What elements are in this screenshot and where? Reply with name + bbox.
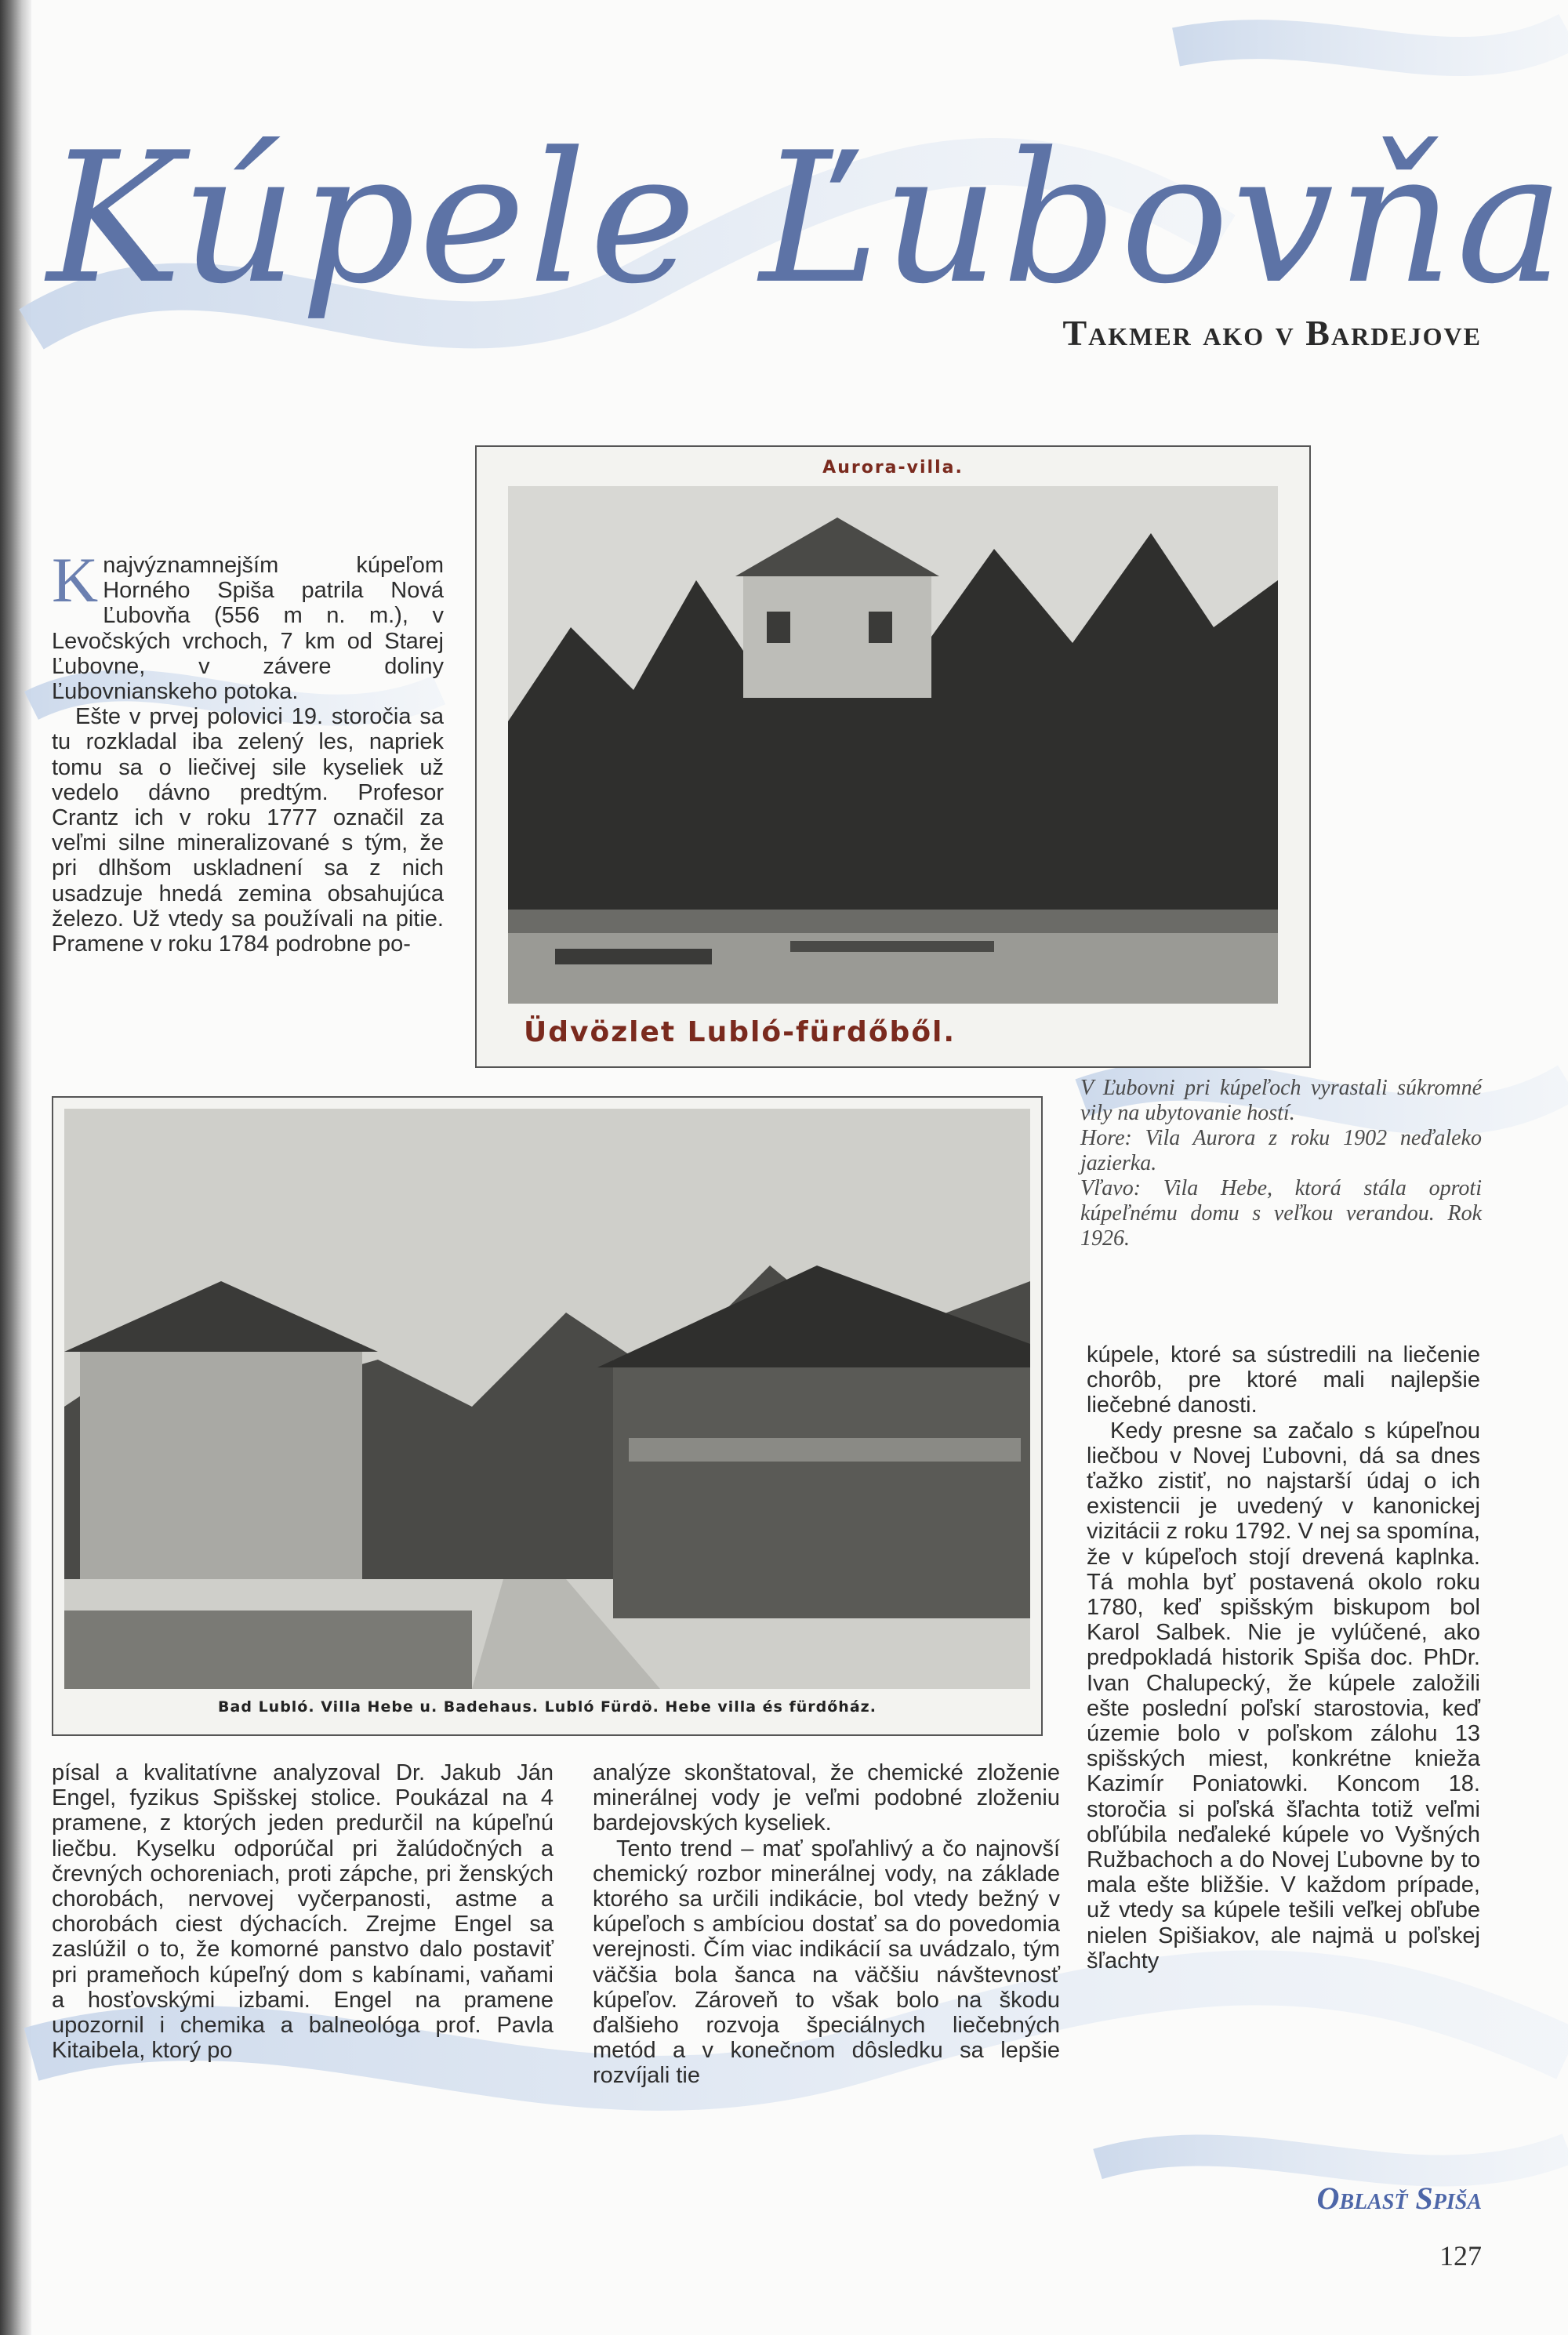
column-2-bottom-text (593, 1760, 1060, 2152)
photo-caption (1080, 1076, 1482, 1281)
caption-left: Vľavo: Vila Hebe, ktorá stála oproti kúpeľnému domu s veľkou verandou. Rok 1926. (1080, 1176, 1482, 1251)
paragraph: kúpele, ktoré sa sústredili na liečenie chorôb, pre ktoré mali najlepšie liečebné danosti. (1087, 1342, 1480, 1418)
column-1-bottom-text (52, 1760, 554, 2152)
postcard-villa-hebe (52, 1096, 1043, 1736)
caption-top: Hore: Vila Aurora z roku 1902 neďaleko jazierka. (1080, 1126, 1482, 1175)
paragraph-intro: Knajvýznamnejším kúpeľom Horného Spiša patrila Nová Ľubovňa (556 m n. m.), v Levočských vrchoch, 7 km od Starej Ľubovne, v závere doliny Ľubovnianskeho potoka. (52, 544, 444, 705)
postcard-caption: Bad Lubló. Villa Hebe u. Badehaus. Lubló Fürdö. Hebe villa és fürdőház. (218, 1698, 877, 1716)
paragraph: písal a kvalitatívne analyzoval Dr. Jakub Ján Engel, fyzikus Spišskej stolice. Poukázal na 4 pramene, z ktorých jeden predurčil na kúpeľnú liečbu. Kyselku odporúčal pri žalúdočných a črevných ochoreniach, proti zápche, pri ženských chorobách, nervovej vyčerpanosti, astme a chorobách ciest dýchacích. Zrejme Engel sa zaslúžil o to, že komorné panstvo dalo postaviť pri prameňoch kúpeľný dom s kabínami, vaňami a hosťovskými izbami. Engel na pramene upozornil i chemika a balneológa prof. Pavla Kitaibela, ktorý po (52, 1760, 554, 2064)
page-number: 127 (1439, 2240, 1482, 2271)
page-title: Kúpele Ľubovňa (47, 114, 1567, 324)
postcard-greeting: Üdvözlet Lubló-fürdőből. (524, 1016, 956, 1048)
column-3-text (1087, 1342, 1480, 2134)
drop-cap: K (52, 544, 99, 616)
postcard-header: Aurora-villa. (822, 458, 964, 478)
caption-intro: V Ľubovni pri kúpeľoch vyrastali súkromné vily na ubytovanie hostí. (1080, 1076, 1482, 1125)
photo-villa-hebe (64, 1109, 1030, 1689)
section-label: Oblasť Spiša (1316, 2181, 1482, 2216)
postcard-aurora-villa (475, 445, 1311, 1068)
page-subtitle: Takmer ako v Bardejove (1062, 313, 1482, 353)
photo-aurora-villa (508, 486, 1278, 1004)
paragraph: Ešte v prvej polovici 19. storočia sa tu rozkladal iba zelený les, napriek tomu sa o liečivej sile kyseliek už vedelo dávno predtým. Profesor Crantz ich v roku 1777 označil za veľmi silne mineralizované s tým, že pri dlhšom uskladnení sa z nich usadzuje hnedá zemina obsahujúca železo. Už vtedy sa používali na pitie. Pramene v roku 1784 podrobne po- (52, 704, 444, 957)
paragraph: Kedy presne sa začalo s kúpeľnou liečbou v Novej Ľubovni, dá sa dnes ťažko zistiť, no najstarší údaj o ich existencii je uvedený v kanonickej vizitácii z roku 1792. V nej sa spomína, že v kúpeľoch stojí drevená kaplnka. Tá mohla byť postavená okolo roku 1780, keď spišským biskupom bol Karol Salbek. Nie je vylúčené, ako predpokladá historik Spiša doc. PhDr. Ivan Chalupecký, že kúpele založili ešte poslední poľskí starostovia, keď územie bolo v poľskom zálohu 13 spišských miest, konkrétne knieža Kazimír Poniatowki. Koncom 18. storočia si poľská šľachta totiž veľmi obľúbila neďaleké kúpele vo Vyšných Ružbachoch a do Novej Ľubovne by to mala ešte bližšie. V každom prípade, už vtedy sa kúpele tešili veľkej obľube nielen Spišiakov, ale najmä u poľskej šľachty (1087, 1418, 1480, 1974)
column-1-top-text (52, 544, 444, 1062)
paragraph: Tento trend – mať spoľahlivý a čo najnovší chemický rozbor minerálnej vody, na základe ktorého sa určili indikácie, bol vtedy bežný v kúpeľoch s ambíciou dostať sa do povedomia verejnosti. Čím viac indikácií sa uvádzalo, tým väčšia bola šanca na väčšiu návštevnosť kúpeľov. Zároveň to však bolo na škodu ďalšieho rozvoja špeciálnych liečebných metód a v konečnom dôsledku sa lepšie rozvíjali tie (593, 1836, 1060, 2089)
paragraph: analýze skonštatoval, že chemické zloženie minerálnej vody je veľmi podobné zloženiu bardejovských kyseliek. (593, 1760, 1060, 1836)
